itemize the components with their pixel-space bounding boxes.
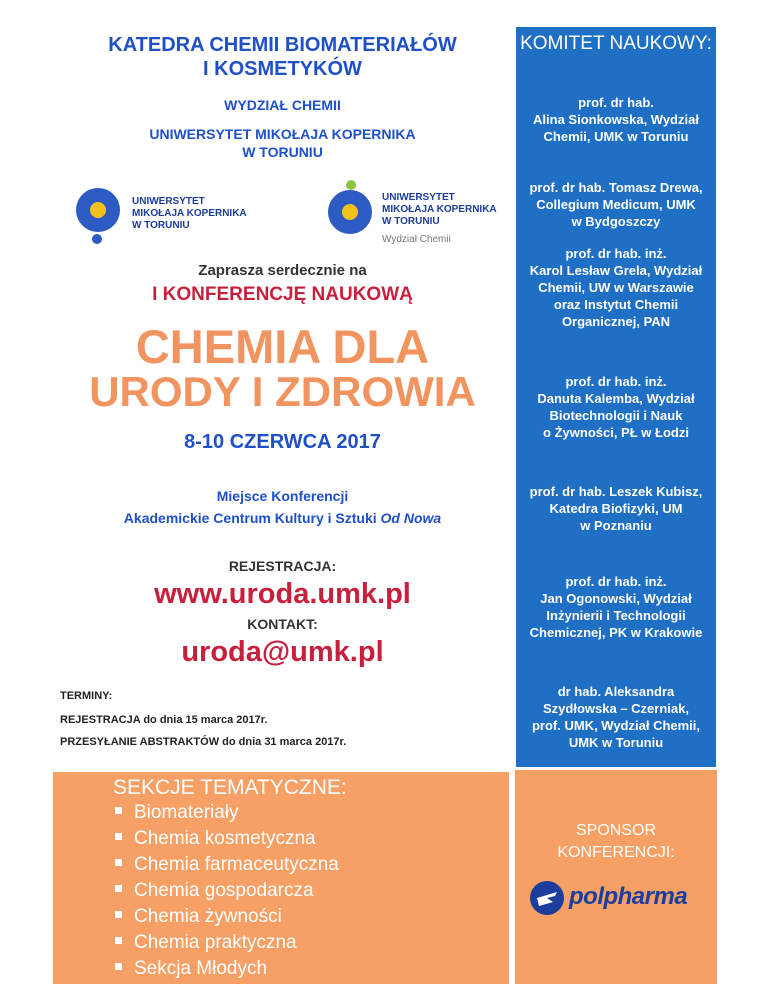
polpharma-logo [529, 878, 709, 918]
bullet-square-icon [115, 911, 122, 918]
committee-title: KOMITET NAUKOWY: [520, 33, 712, 54]
committee-member: prof. dr hab. Tomasz Drewa, Collegium Medicum, UMK w Bydgoszczy [529, 180, 703, 229]
section-item: Chemia praktyczna [115, 932, 297, 954]
terms-abstracts-date: do dnia 31 marca 2017r. [219, 736, 347, 748]
registration-url[interactable]: www.uroda.umk.pl [154, 578, 411, 610]
bullet-square-icon [115, 807, 122, 814]
section-item: Biomateriały [115, 802, 239, 824]
polpharma-emblem-icon [529, 880, 565, 916]
contact-label: KONTAKT: [247, 616, 318, 632]
venue-place [60, 510, 505, 526]
bullet-square-icon [115, 885, 122, 892]
bullet-square-icon [115, 859, 122, 866]
terms-registration [60, 714, 267, 726]
section-item: Chemia żywności [115, 906, 282, 928]
committee-member: prof. dr hab. inż. Danuta Kalemba, Wydział Biotechnologii i Nauk o Żywności, PŁ w Łodzi [537, 374, 695, 440]
section-item: Sekcja Młodych [115, 958, 267, 980]
umk-logo-right-subtitle: Wydział Chemii [382, 234, 451, 245]
venue-place-name: Akademickie Centrum Kultury i Sztuki [123, 510, 377, 526]
venue-place-italic: Od Nowa [380, 510, 442, 526]
umk-logo-left-text: UNIWERSYTET MIKOŁAJA KOPERNIKA W TORUNIU [132, 196, 247, 231]
sponsor-panel [515, 770, 717, 984]
umk-logo-right-text: UNIWERSYTET MIKOŁAJA KOPERNIKA W TORUNIU [382, 192, 497, 227]
bullet-square-icon [115, 937, 122, 944]
bullet-square-icon [115, 963, 122, 970]
terms-abstracts-label: PRZESYŁANIE ABSTRAKTÓW [60, 736, 220, 748]
logo-row [60, 180, 510, 250]
umk-logo-right [328, 180, 510, 250]
committee-member: prof. dr hab. inż. Jan Ogonowski, Wydział Inżynierii i Technologii Chemicznej, PK w Krakowie [529, 574, 703, 640]
section-item: Chemia gospodarcza [115, 880, 314, 902]
section-item: Chemia kosmetyczna [115, 828, 316, 850]
terms-abstracts [60, 736, 346, 748]
sponsor-label: SPONSOR KONFERENCJI: [557, 822, 675, 861]
section-item: Chemia farmaceutyczna [115, 854, 339, 876]
polpharma-wordmark: polpharma [569, 883, 688, 910]
sections-title: SEKCJE TEMATYCZNE: [113, 776, 347, 799]
conference-dates: 8-10 CZERWCA 2017 [184, 431, 381, 453]
committee-member: prof. dr hab. inż. Karol Lesław Grela, Wydział Chemii, UW w Warszawie oraz Instytut Chemii Organicznej, PAN [529, 246, 703, 329]
registration-label: REJESTRACJA: [228, 558, 337, 574]
committee-member: prof. dr hab. Leszek Kubisz, Katedra Biofizyki, UM w Poznaniu [529, 484, 703, 533]
department-line-1: KATEDRA CHEMII BIOMATERIAŁÓW [108, 34, 457, 56]
terms-registration-date: do dnia 15 marca 2017r. [140, 714, 268, 726]
umk-emblem-top-dot [346, 180, 356, 190]
conference-type: I KONFERENCJĘ NAUKOWĄ [152, 284, 413, 305]
conference-title-line-2: URODY I ZDROWIA [89, 368, 476, 415]
faculty-name: WYDZIAŁ CHEMII [224, 97, 341, 113]
terms-title: TERMINY: [60, 690, 113, 702]
invitation-line: Zaprasza serdecznie na [198, 262, 367, 279]
conference-title-line-1: CHEMIA DLA [135, 320, 430, 373]
umk-emblem-icon [328, 190, 372, 234]
department-title [60, 33, 505, 81]
university-line-1: UNIWERSYTET MIKOŁAJA KOPERNIKA [149, 126, 416, 142]
committee-member: prof. dr hab. Alina Sionkowska, Wydział Chemii, UMK w Toruniu [533, 95, 699, 144]
umk-emblem-icon [76, 188, 120, 232]
committee-member: dr hab. Aleksandra Szydłowska – Czerniak, prof. UMK, Wydział Chemii, UMK w Toruniu [531, 684, 701, 750]
umk-logo-left [76, 188, 276, 250]
scientific-committee-panel [516, 27, 716, 767]
terms-registration-label: REJESTRACJA [60, 714, 141, 726]
bullet-square-icon [115, 833, 122, 840]
venue-label: Miejsce Konferencji [216, 488, 349, 504]
department-line-2: I KOSMETYKÓW [203, 58, 362, 80]
university-line-2: W TORUNIU [242, 144, 323, 160]
university-name [60, 125, 505, 161]
thematic-sections-panel [53, 772, 509, 984]
contact-email[interactable]: uroda@umk.pl [181, 636, 384, 668]
umk-emblem-small-dot [92, 234, 102, 244]
